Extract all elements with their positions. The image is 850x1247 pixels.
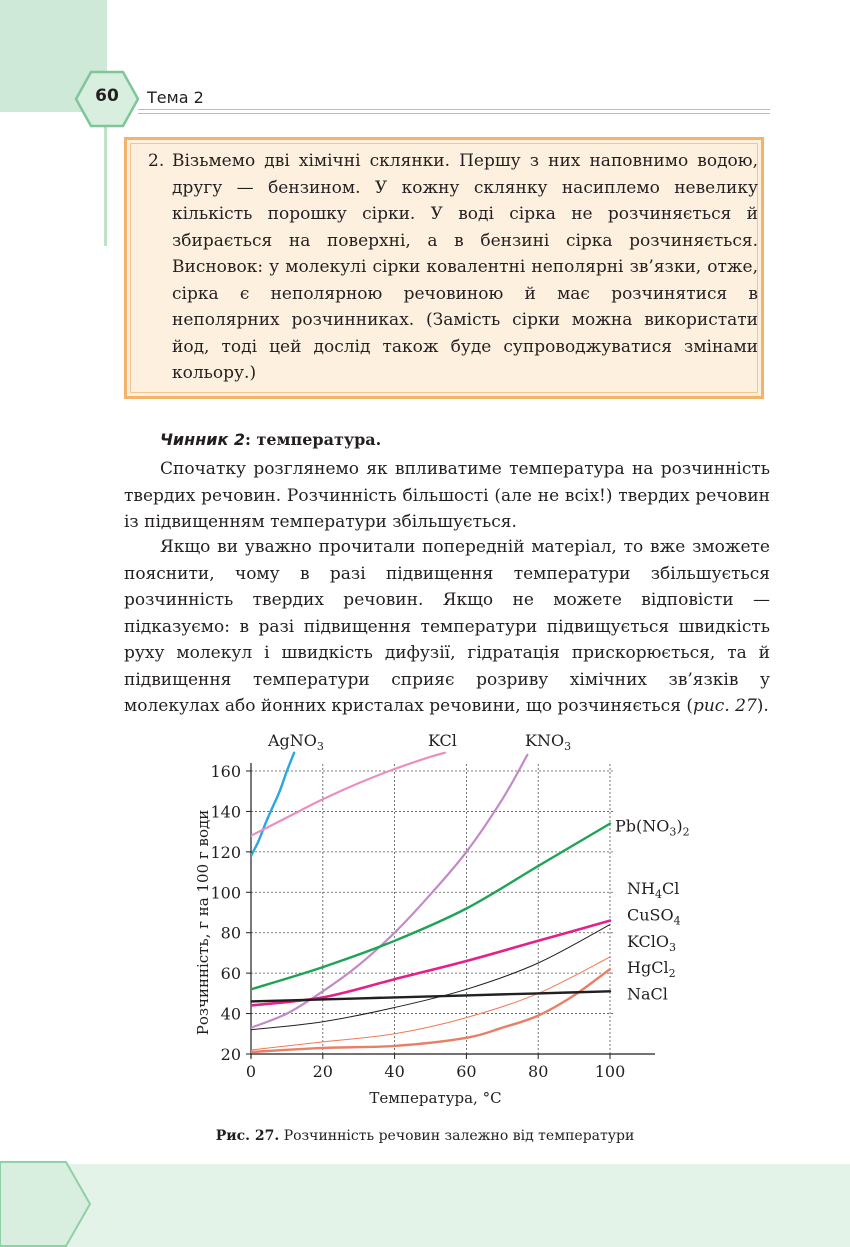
y-axis-title: Розчинність, г на 100 г води bbox=[194, 809, 212, 1036]
x-tick-label: 0 bbox=[245, 1062, 257, 1081]
series-label-kcl: KCl bbox=[428, 731, 457, 750]
header-rule-top bbox=[138, 109, 770, 110]
x-tick-label: 100 bbox=[594, 1062, 626, 1081]
paragraph-2-main: Якщо ви уважно прочитали попередній матеріал, то вже зможете пояснити, чому в разі підвищення температури збільшується розчинність твердих речовин. Якщо не можете відповісти — підказуємо: в разі підвищення температури підвищується швидкість руху молекул і швидкість дифузії, гідратація прискорюється, та й підвищення температури сприяє розриву хімічних зв’язків у молекулах або йонних кристалах речовини, що розчиняється ( bbox=[124, 537, 770, 716]
x-axis-title: Температура, °C bbox=[369, 1089, 502, 1107]
series-label-nh4cl: $NH_4Cl$ bbox=[627, 879, 680, 902]
series-line-agno3 bbox=[251, 753, 294, 856]
y-tick-label: 80 bbox=[220, 923, 241, 943]
footer-band bbox=[0, 1164, 850, 1247]
y-tick-label: 120 bbox=[210, 842, 241, 862]
x-tick-label: 40 bbox=[384, 1062, 405, 1081]
experiment-number: 2. bbox=[148, 151, 165, 171]
section-heading bbox=[160, 430, 381, 449]
x-tick-label: 60 bbox=[456, 1062, 477, 1081]
series-label-kclo3: KClO$_3$ bbox=[627, 931, 676, 954]
series-label-nacl: NaCl bbox=[627, 984, 668, 1004]
y-tick-label: 60 bbox=[220, 964, 241, 984]
paragraph-2-end: ). bbox=[756, 696, 769, 716]
topic-label: Тема 2 bbox=[147, 88, 204, 107]
factor-dot: . bbox=[375, 430, 382, 449]
series-label-cuso4: CuSO$_4$ bbox=[627, 905, 681, 928]
y-tick-label: 160 bbox=[210, 762, 241, 781]
series-label-hgcl2: HgCl$_2$ bbox=[627, 958, 676, 981]
y-tick-label: 20 bbox=[220, 1045, 241, 1064]
x-tick-label: 80 bbox=[528, 1062, 549, 1081]
page-number: 60 bbox=[95, 86, 119, 106]
paragraph-2 bbox=[124, 534, 770, 720]
solubility-chart bbox=[180, 726, 710, 1121]
series-label-pbno32: $Pb(NO_3)_2$ bbox=[615, 816, 690, 839]
series-label-kno3: $KNO_3$ bbox=[525, 731, 572, 753]
y-tick-label: 100 bbox=[210, 883, 241, 903]
caption-text: Розчинність речовин залежно від температури bbox=[279, 1128, 635, 1144]
figure-reference: рис. 27 bbox=[692, 696, 757, 716]
factor-label: Чинник 2 bbox=[160, 430, 246, 449]
series-line-hgcl2 bbox=[251, 969, 610, 1052]
caption-label: Рис. 27. bbox=[215, 1128, 280, 1144]
experiment-body: Візьмемо дві хімічні склянки. Першу з них наповнимо водою, другу — бензином. У кожну склянку насиплемо невелику кількість порошку сірки. У воді сірка не розчиняється й збирається на поверхні, а в бензині сірка розчиняється. Висновок: у молекулі сірки ковалентні неполярні зв’язки, отже, сірка є неполярною речовиною й має розчинятися в неполярних розчинниках. (Замість сірки можна використати йод, тоді цей дослід також буде супроводжуватися змінами кольору.) bbox=[172, 151, 758, 383]
series-line-kcl bbox=[251, 753, 445, 836]
x-tick-label: 20 bbox=[312, 1062, 333, 1081]
y-tick-label: 40 bbox=[220, 1004, 241, 1024]
factor-name: температура bbox=[256, 430, 376, 449]
y-tick-label: 140 bbox=[210, 802, 241, 822]
series-line-pbno32 bbox=[251, 824, 610, 990]
factor-colon: : bbox=[245, 430, 257, 449]
experiment-text bbox=[148, 148, 758, 387]
footer-tab bbox=[0, 1160, 95, 1247]
figure-caption bbox=[0, 1128, 850, 1144]
series-line-kno3 bbox=[251, 755, 527, 1028]
series-label-agno3: AgNO$_3$ bbox=[268, 731, 324, 753]
paragraph-1: Спочатку розглянемо як впливатиме температура на розчинність твердих речовин. Розчинність більшості (але не всіх!) твердих речовин із підвищенням температури збільшується. bbox=[124, 459, 770, 532]
header-rule-bottom bbox=[138, 113, 770, 114]
series-line-nacl bbox=[251, 991, 610, 1001]
